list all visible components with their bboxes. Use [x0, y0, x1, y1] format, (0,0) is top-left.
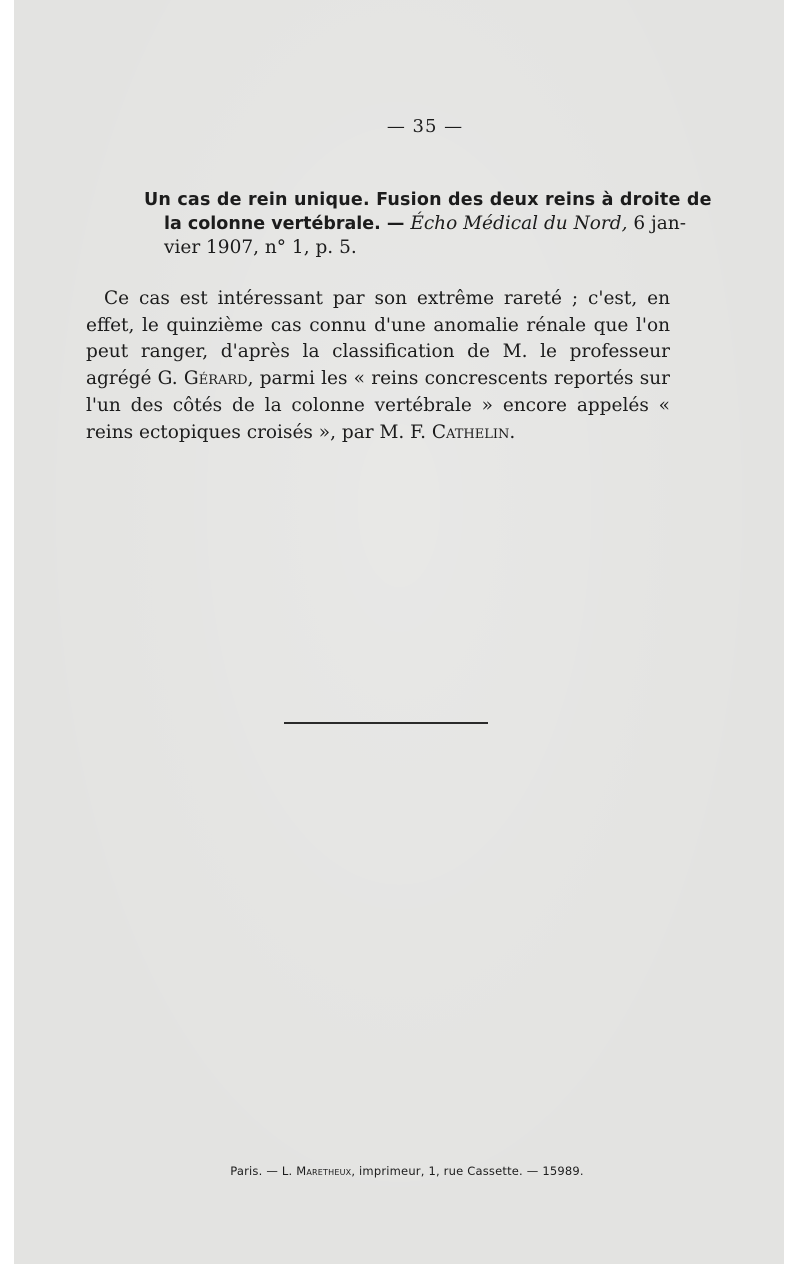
citation-journal: Écho Médical du Nord,: [410, 213, 628, 234]
footer-suffix: , imprimeur, 1, rue Cassette. — 15989.: [351, 1164, 584, 1178]
author-cathelin: Cathelin: [431, 421, 510, 443]
document-page: [14, 0, 784, 1264]
abstract-text: [86, 286, 670, 446]
printer-footer: [22, 1164, 792, 1178]
abstract-paragraph: [86, 286, 670, 446]
footer-prefix: Paris. — L.: [230, 1164, 297, 1178]
citation-title-line1: Un cas de rein unique. Fusion des deux reins à droite de: [144, 190, 712, 210]
abstract-text-before: Ce cas est intéressant par son extrême rareté ; c'est, en effet, le quinzième cas connu d'une anomalie rénale que l'on peut ranger, d'après la classification de M. le professeur agrégé G.: [86, 288, 670, 390]
footer-printer-name: Maretheux: [296, 1164, 352, 1178]
citation-title-continuation: la colonne vertébrale. —: [164, 214, 405, 234]
citation-date-start: 6 jan-: [627, 213, 686, 234]
citation-reference: vier 1907, n° 1, p. 5.: [164, 237, 357, 258]
section-divider: [284, 722, 488, 724]
citation-title-line2: [144, 212, 686, 236]
page-number: — 35 —: [386, 116, 464, 137]
citation-block: [144, 188, 712, 260]
author-gerard: Gérard: [183, 368, 248, 390]
abstract-text-end: .: [509, 421, 516, 443]
abstract-text-middle: , parmi les « reins concrescents reportés sur l'un des côtés de la colonne vertébrale » encore appelés « reins ectopiques croisés », par M. F.: [86, 368, 670, 443]
